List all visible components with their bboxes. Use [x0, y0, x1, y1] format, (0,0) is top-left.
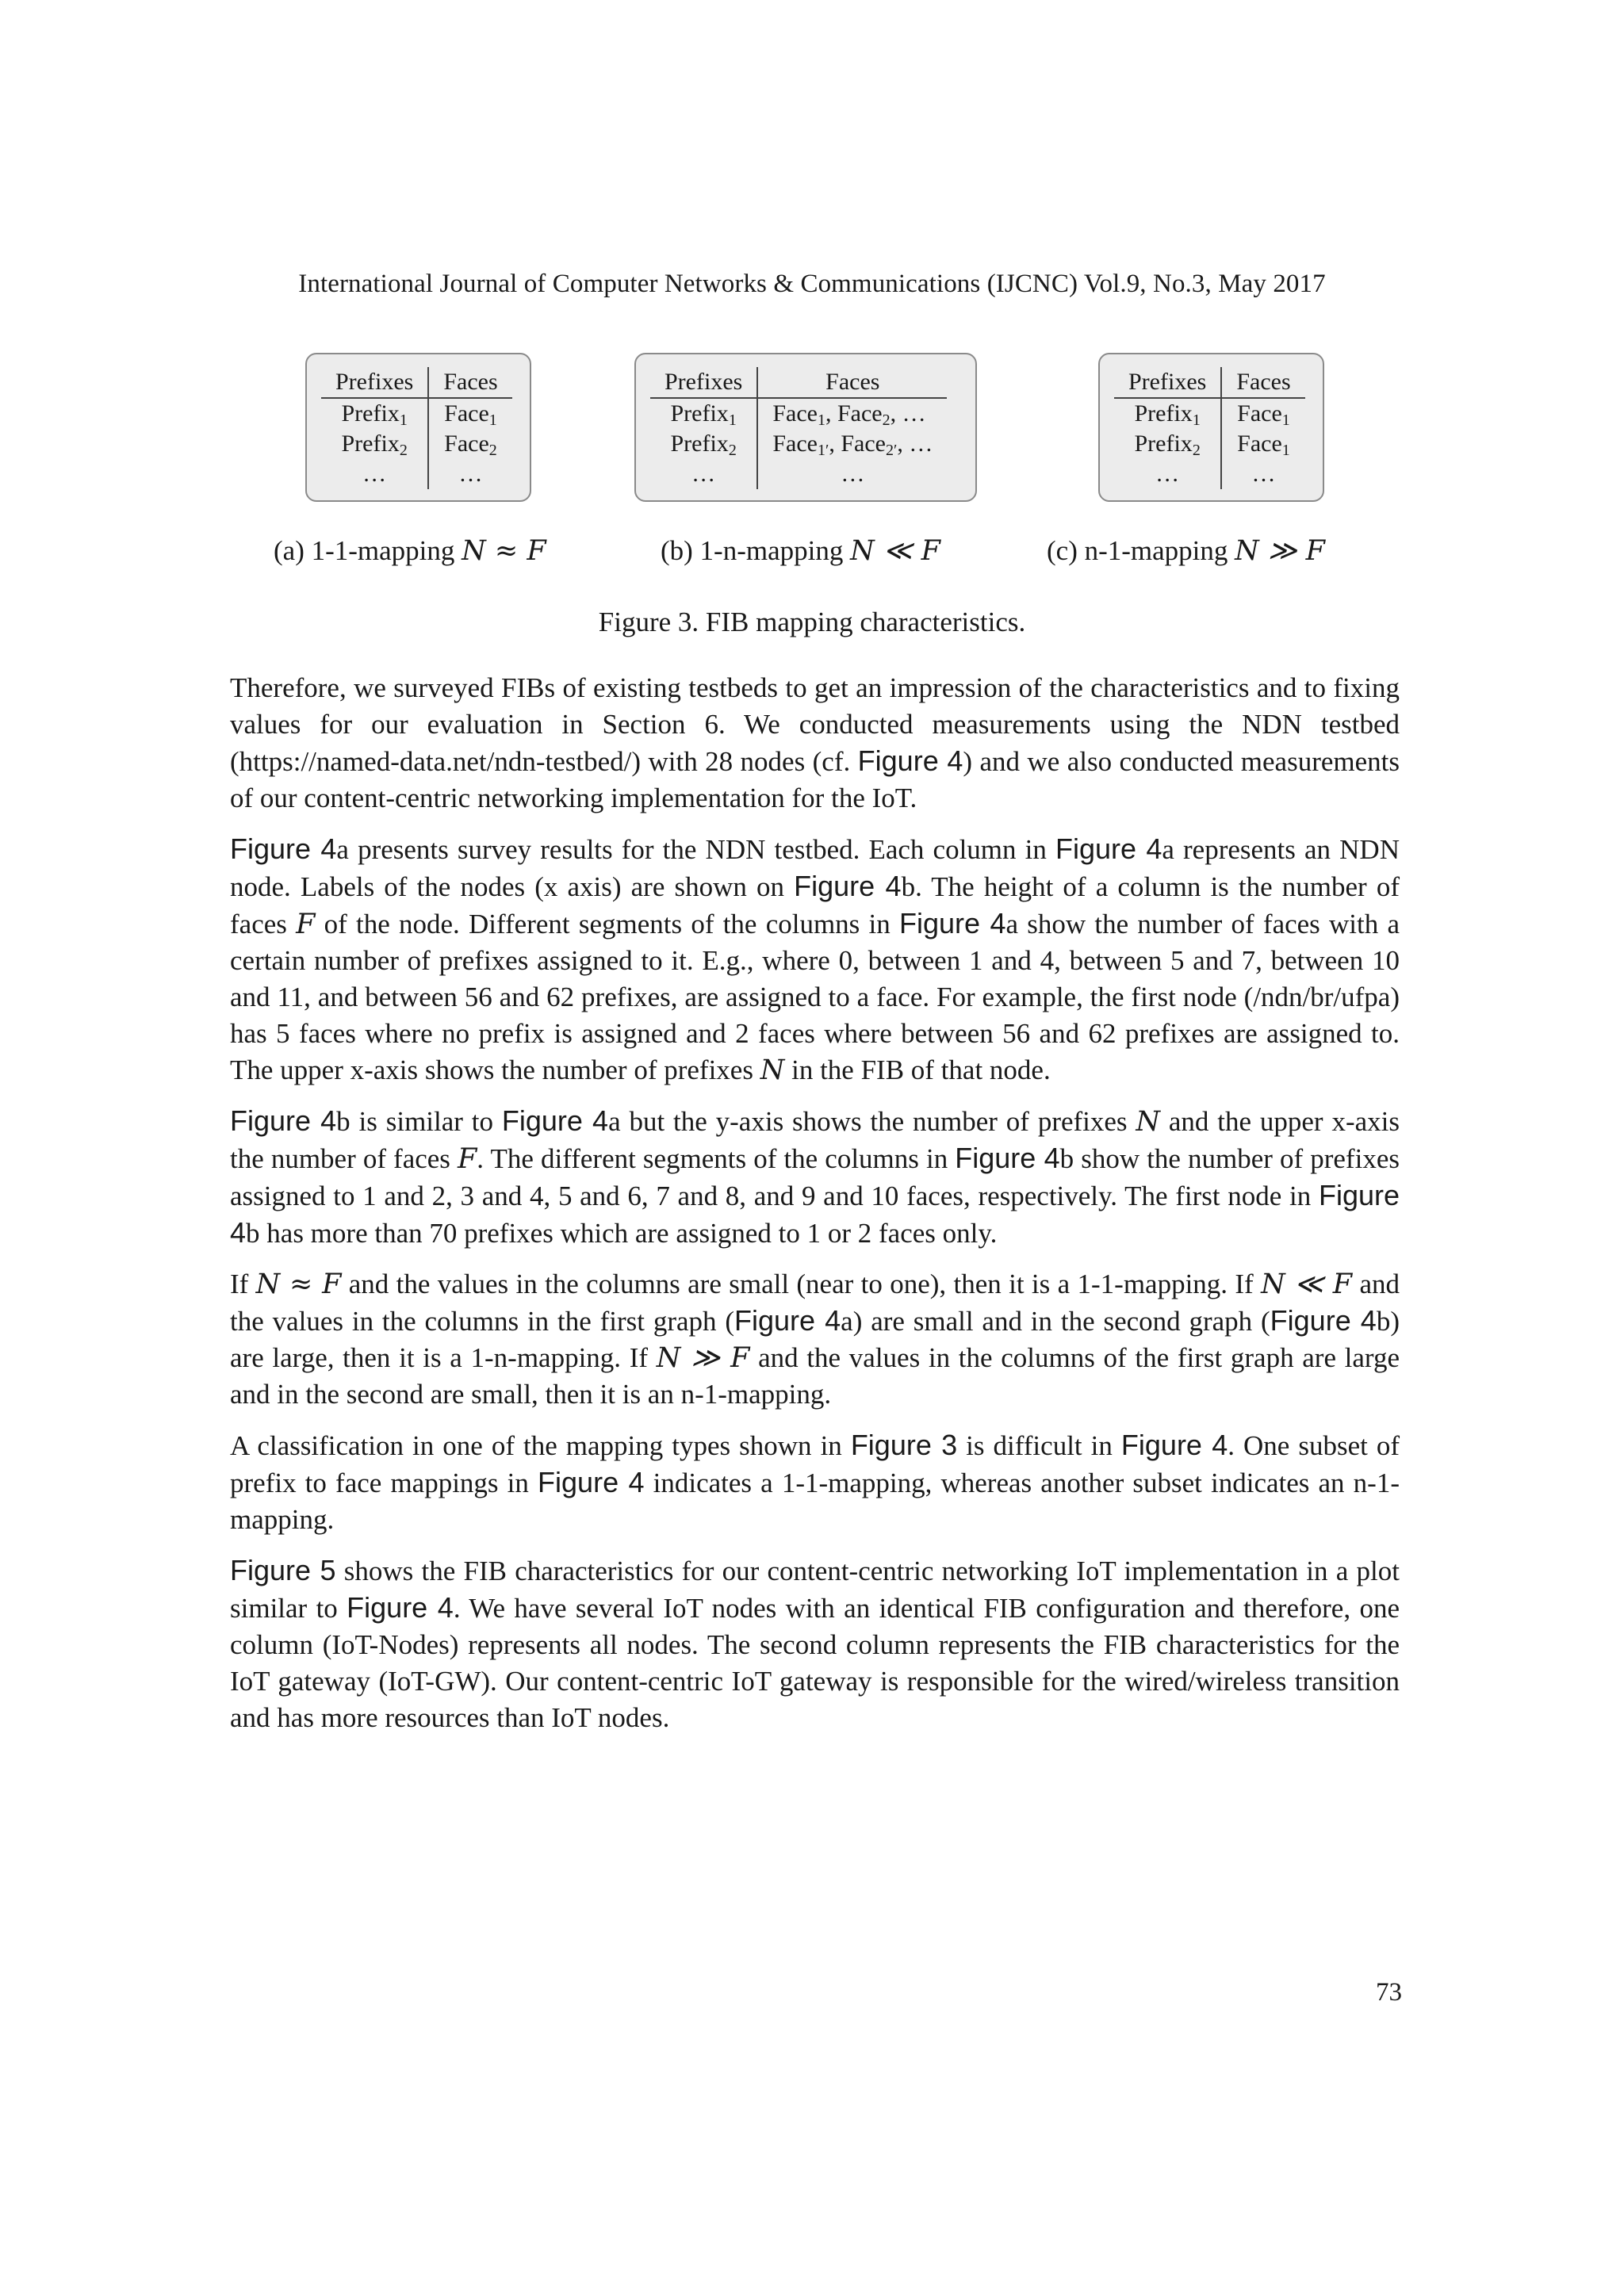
- figure-3: [0, 353, 1624, 511]
- figure-reference: Figure 4: [955, 1142, 1060, 1174]
- col-header-faces: Faces: [757, 367, 947, 398]
- figure-reference: Figure 4: [898, 907, 1006, 939]
- paragraph: If N ≈ F and the values in the columns are small (near to one), then it is a 1-1-mapping. If N ≪ F and the values in the columns in the first graph (Figure 4a) are small and in the second graph (Figure 4b) are large, then it is a 1-n-mapping. If N ≫ F and the values in the columns of the first graph are large and in the second are small, then it is an n-1-mapping.: [230, 1269, 1400, 1410]
- paragraph: Figure 4a presents survey results for the NDN testbed. Each column in Figure 4a represents an NDN node. Labels of the nodes (x axis) are shown on Figure 4b. The height of a column is the number of faces F of the node. Different segments of the columns in Figure 4a show the number of faces with a certain number of prefixes assigned to it. E.g., where 0, between 1 and 4, between 5 and 7, between 10 and 11, and between 56 and 62 prefixes, are assigned to a face. For example, the first node (/ndn/br/ufpa) has 5 faces where no prefix is assigned and 2 faces where between 56 and 62 prefixes are assigned to. The upper x-axis shows the number of prefixes N in the FIB of that node.: [230, 832, 1400, 1086]
- figure-reference: Figure 4: [501, 1104, 609, 1137]
- col-header-prefixes: Prefixes: [1114, 367, 1221, 398]
- figure-reference: Figure 4: [857, 744, 963, 777]
- figure-caption: Figure 3. FIB mapping characteristics.: [598, 607, 1026, 637]
- ellipsis-cell: …: [1114, 459, 1221, 489]
- table-1-1-mapping: [305, 353, 531, 502]
- subcaption-c: (c) n-1-mapping N ≫ F: [1047, 535, 1325, 567]
- face-cell: Face$_1$: [444, 400, 497, 429]
- figure-reference: Figure 4: [794, 870, 902, 902]
- col-header-faces: Faces: [428, 367, 511, 398]
- paragraph: Figure 4b is similar to Figure 4a but the y-axis shows the number of prefixes N and the upper x-axis the number of faces F. The different segments of the columns in Figure 4b show the number of prefixes assigned to 1 and 2, 3 and 4, 5 and 6, 7 and 8, and 9 and 10 faces, respectively. The first node in Figure 4b has more than 70 prefixes which are assigned to 1 or 2 faces only.: [230, 1104, 1400, 1249]
- ellipsis-cell: …: [1251, 461, 1276, 487]
- subcaption-b: (b) 1-n-mapping N ≪ F: [661, 535, 940, 567]
- running-header: International Journal of Computer Networks & Communications (IJCNC) Vol.9, No.3, May 2017: [298, 270, 1326, 298]
- prefix-cell: Prefix$_1$: [650, 398, 757, 429]
- figure-reference: Figure 4: [230, 1104, 337, 1137]
- face-cell: Face$_2$: [444, 430, 497, 459]
- figure-reference: Figure 4: [538, 1466, 645, 1498]
- face-cell: Face$_1$: [1237, 430, 1290, 459]
- ellipsis-cell: …: [650, 459, 757, 489]
- paragraph: A classification in one of the mapping types shown in Figure 3 is difficult in Figure 4. One subset of prefix to face mappings in Figure 4 indicates a 1-1-mapping, whereas another subset indicates an n-1-mapping.: [230, 1429, 1400, 1535]
- figure-reference: Figure 5: [230, 1554, 336, 1586]
- col-header-prefixes: Prefixes: [650, 367, 757, 398]
- figure-reference: Figure 4: [230, 1179, 1400, 1249]
- figure-reference: Figure 4: [1270, 1304, 1377, 1337]
- subcaption-a: (a) 1-1-mapping N ≈ F: [274, 535, 546, 567]
- figure-reference: Figure 3: [850, 1429, 958, 1461]
- face-cell: Face$_1$: [1237, 400, 1290, 429]
- figure-reference: Figure 4: [347, 1591, 454, 1624]
- table-1-n-mapping: [634, 353, 977, 502]
- prefix-cell: Prefix$_2$: [650, 429, 757, 459]
- prefix-cell: Prefix$_2$: [321, 429, 428, 459]
- face-cell: Face$_1$, Face$_2$, …: [772, 400, 926, 429]
- prefix-cell: Prefix$_1$: [1114, 398, 1221, 429]
- page-number: 73: [1376, 1978, 1402, 2007]
- figure-reference: Figure 4: [230, 832, 337, 865]
- prefix-cell: Prefix$_2$: [1114, 429, 1221, 459]
- ellipsis-cell: …: [321, 459, 428, 489]
- ellipsis-cell: …: [458, 461, 483, 487]
- col-header-prefixes: Prefixes: [321, 367, 428, 398]
- table-n-1-mapping: [1098, 353, 1324, 502]
- face-cell: Face$_{1'}$, Face$_{2'}$, …: [772, 430, 933, 459]
- body-text: [230, 670, 1400, 1751]
- paragraph: Therefore, we surveyed FIBs of existing testbeds to get an impression of the characteristics and to fixing values for our evaluation in Section 6. We conducted measurements using the NDN testbed (https://named-data.net/ndn-testbed/) with 28 nodes (cf. Figure 4) and we also conducted measurements of our content-centric networking implementation for the IoT.: [230, 672, 1400, 813]
- figure-reference: Figure 4: [1055, 832, 1162, 865]
- figure-reference: Figure 4: [734, 1304, 841, 1337]
- paragraph: Figure 5 shows the FIB characteristics for our content-centric networking IoT implementation in a plot similar to Figure 4. We have several IoT nodes with an identical FIB configuration and therefore, one column (IoT-Nodes) represents all nodes. The second column represents the FIB characteristics for the IoT gateway (IoT-GW). Our content-centric IoT gateway is responsible for the wired/wireless transition and has more resources than IoT nodes.: [230, 1554, 1400, 1733]
- ellipsis-cell: …: [841, 461, 865, 487]
- prefix-cell: Prefix$_1$: [321, 398, 428, 429]
- figure-reference: Figure 4: [1120, 1429, 1228, 1461]
- col-header-faces: Faces: [1221, 367, 1304, 398]
